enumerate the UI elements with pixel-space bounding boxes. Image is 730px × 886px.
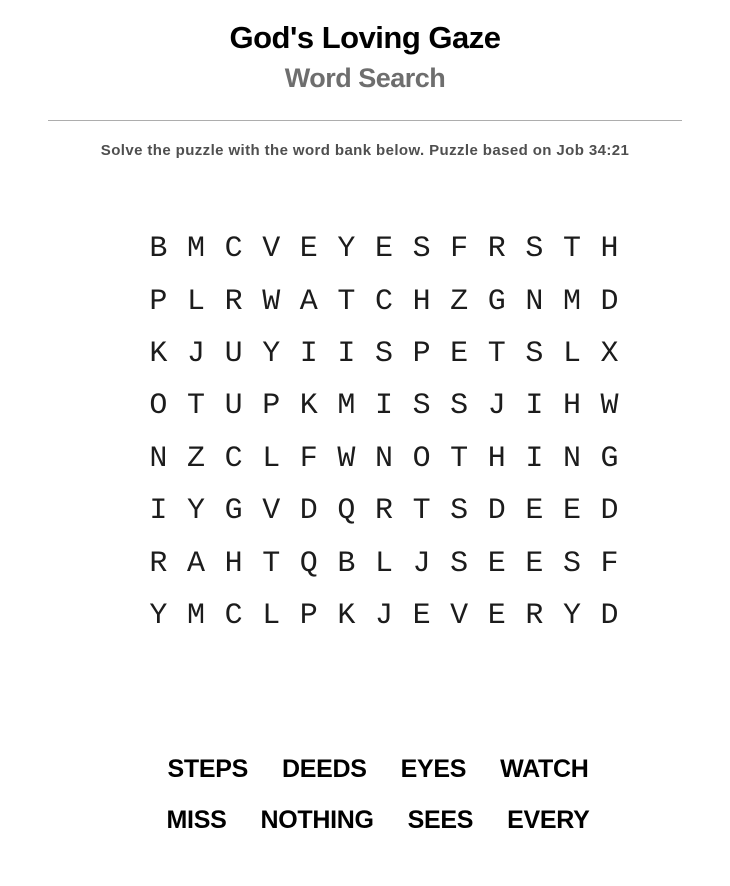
grid-cell: J [412,546,431,581]
grid-cell: V [262,494,281,529]
grid-cell: C [224,441,243,476]
grid-cell: T [187,389,206,424]
divider [48,120,682,121]
grid-cell: H [487,441,506,476]
grid-cell: W [262,284,281,319]
word-bank-row [168,754,589,785]
grid-cell: R [487,232,506,267]
grid-cell: G [487,284,506,319]
grid-cell: M [187,598,206,633]
grid-cell: K [149,336,168,371]
grid-cell: F [450,232,469,267]
grid-cell: E [450,336,469,371]
grid-row [140,223,629,275]
grid-cell: D [487,494,506,529]
grid-cell: Y [337,232,356,267]
grid-cell: N [149,441,168,476]
grid-cell: Y [187,494,206,529]
grid-cell: M [337,389,356,424]
grid-cell: G [600,441,619,476]
grid-cell: N [374,441,393,476]
grid-cell: E [525,494,544,529]
grid-cell: B [149,232,168,267]
grid-cell: F [600,546,619,581]
grid-cell: S [412,389,431,424]
grid-cell: L [262,598,281,633]
grid-cell: X [600,336,619,371]
grid-cell: D [299,494,318,529]
grid-cell: T [337,284,356,319]
grid-cell: L [262,441,281,476]
grid-row [140,433,629,485]
grid-cell: E [562,494,581,529]
grid-row [140,275,629,327]
grid-cell: H [562,389,581,424]
grid-cell: T [450,441,469,476]
grid-cell: R [525,598,544,633]
word-bank-word: MISS [166,806,227,835]
grid-cell: W [600,389,619,424]
grid-cell: S [412,232,431,267]
grid-cell: Y [562,598,581,633]
grid-cell: R [224,284,243,319]
grid-cell: P [149,284,168,319]
grid-row [140,485,629,537]
grid-cell: S [450,546,469,581]
grid-cell: Y [149,598,168,633]
grid-cell: B [337,546,356,581]
grid-cell: E [374,232,393,267]
grid-cell: V [262,232,281,267]
grid-cell: Z [450,284,469,319]
grid-cell: S [450,389,469,424]
grid-cell: C [374,284,393,319]
letter-grid [19,223,730,642]
grid-cell: D [600,598,619,633]
grid-cell: E [412,598,431,633]
grid-cell: S [450,494,469,529]
grid-cell: T [412,494,431,529]
grid-cell: Z [187,441,206,476]
grid-cell: A [299,284,318,319]
grid-cell: W [337,441,356,476]
grid-cell: I [525,389,544,424]
word-bank-word: EYES [400,755,467,784]
grid-cell: E [487,546,506,581]
grid-cell: L [562,336,581,371]
grid-row [140,537,629,589]
grid-cell: I [337,336,356,371]
grid-cell: I [525,441,544,476]
grid-cell: I [374,389,393,424]
grid-cell: O [149,389,168,424]
grid-cell: I [149,494,168,529]
grid-cell: M [187,232,206,267]
grid-cell: E [525,546,544,581]
page-title: God's Loving Gaze [229,20,501,55]
grid-cell: P [262,389,281,424]
word-bank-word: DEEDS [282,755,367,784]
grid-cell: F [299,441,318,476]
word-bank [13,754,730,836]
grid-cell: E [299,232,318,267]
grid-cell: J [187,336,206,371]
word-bank-word: NOTHING [260,806,374,835]
instruction-text: Solve the puzzle with the word bank below. Puzzle based on Job 34:21 [100,142,630,159]
grid-cell: Q [299,546,318,581]
grid-cell: I [299,336,318,371]
grid-cell: G [224,494,243,529]
grid-cell: C [224,232,243,267]
grid-cell: H [224,546,243,581]
grid-cell: P [412,336,431,371]
grid-row [140,380,629,432]
grid-cell: D [600,494,619,529]
word-bank-word: EVERY [507,806,590,835]
grid-cell: S [525,232,544,267]
grid-row [140,590,629,642]
grid-cell: J [374,598,393,633]
grid-cell: A [187,546,206,581]
grid-cell: N [525,284,544,319]
grid-cell: H [412,284,431,319]
word-bank-row [167,805,590,836]
word-bank-word: WATCH [500,755,589,784]
grid-cell: R [149,546,168,581]
grid-cell: M [562,284,581,319]
grid-cell: H [600,232,619,267]
grid-cell: K [337,598,356,633]
grid-cell: V [450,598,469,633]
grid-cell: O [412,441,431,476]
grid-cell: P [299,598,318,633]
grid-cell: S [562,546,581,581]
grid-cell: C [224,598,243,633]
grid-row [140,328,629,380]
grid-cell: T [487,336,506,371]
grid-cell: R [374,494,393,529]
grid-cell: L [374,546,393,581]
grid-cell: U [224,389,243,424]
word-bank-word: STEPS [167,755,249,784]
grid-cell: S [525,336,544,371]
grid-cell: S [374,336,393,371]
grid-cell: T [562,232,581,267]
grid-cell: J [487,389,506,424]
grid-cell: N [562,441,581,476]
grid-cell: D [600,284,619,319]
grid-cell: K [299,389,318,424]
grid-cell: Y [262,336,281,371]
grid-cell: E [487,598,506,633]
grid-cell: L [187,284,206,319]
grid-cell: Q [337,494,356,529]
grid-cell: U [224,336,243,371]
page-subtitle: Word Search [284,63,446,93]
word-bank-word: SEES [407,806,474,835]
grid-cell: T [262,546,281,581]
